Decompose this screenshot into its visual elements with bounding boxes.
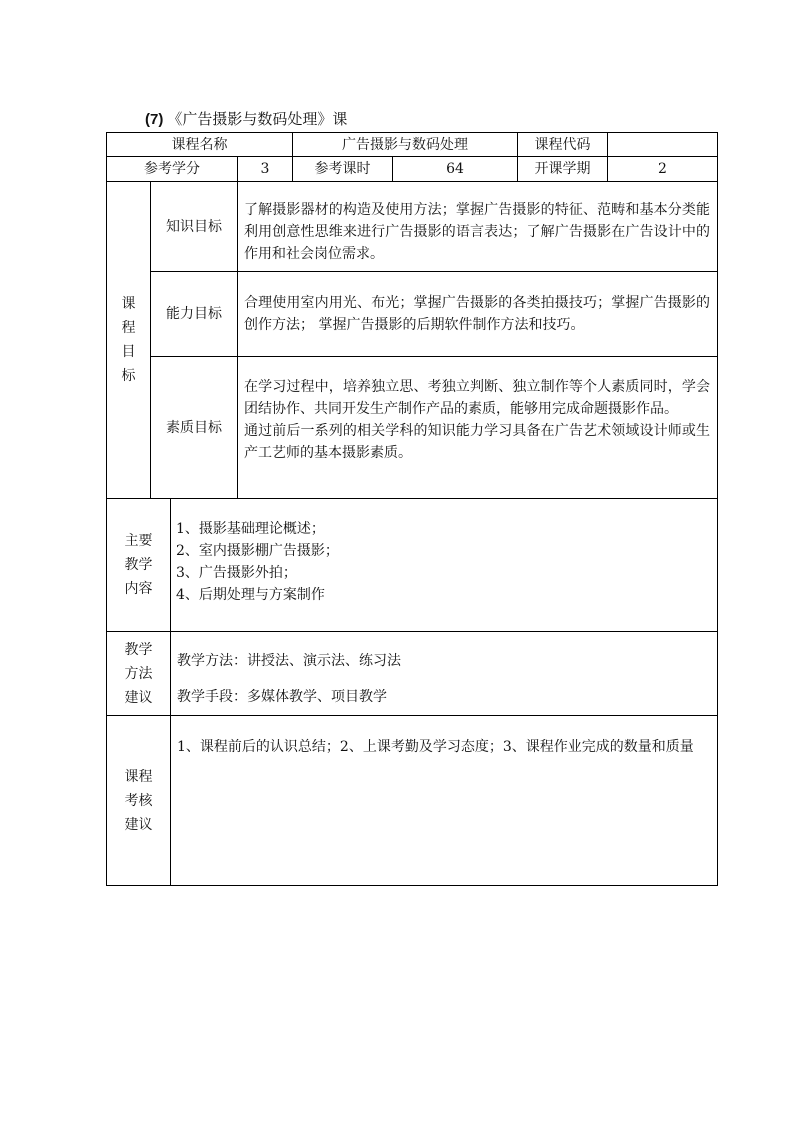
course-objectives-label bbox=[107, 182, 150, 498]
course-name-value: 广告摄影与数码处理 bbox=[342, 136, 468, 153]
teaching-means-text: 教学手段：多媒体教学、项目教学 bbox=[177, 689, 387, 705]
assessment-text: 1、课程前后的认识总结；2、上课考勤及学习态度；3、课程作业完成的数量和质量 bbox=[177, 739, 694, 755]
label-char: 课 bbox=[121, 296, 136, 312]
knowledge-goal-label: 知识目标 bbox=[166, 218, 222, 235]
quality-goal-label: 素质目标 bbox=[166, 419, 222, 436]
hours-label: 参考课时 bbox=[314, 161, 371, 177]
term-label: 开课学期 bbox=[534, 161, 591, 177]
list-item: 2、室内摄影棚广告摄影； bbox=[176, 543, 339, 559]
knowledge-goal-text: 了解摄影器材的构造及使用方法；掌握广告摄影的特征、范畴和基本分类能利用创意性思维来进行广告摄影的语言表达；了解广告摄影在广告设计中的作用和社会岗位需求。 bbox=[244, 202, 710, 262]
quality-goal-paragraph: 在学习过程中，培养独立思、考独立判断、独立制作等个人素质同时，学会团结协作、共同开发生产制作产品的素质，能够用完成命题摄影作品。 bbox=[244, 379, 710, 417]
term-value: 2 bbox=[658, 161, 667, 177]
list-item: 3、广告摄影外拍； bbox=[176, 565, 297, 581]
quality-goal-paragraph: 通过前后一系列的相关学科的知识能力学习具备在广告艺术领域设计师或生产工艺师的基本摄影素质。 bbox=[244, 423, 710, 461]
label-line: 教学 bbox=[124, 557, 153, 573]
hours-value: 64 bbox=[446, 161, 464, 177]
label-line: 内容 bbox=[124, 581, 153, 597]
teaching-methods-label bbox=[107, 632, 170, 715]
section-title: 《广告摄影与数码处理》课 bbox=[167, 110, 348, 128]
label-line: 考核 bbox=[124, 792, 153, 809]
col-divider bbox=[170, 498, 171, 886]
label-line: 教学 bbox=[124, 641, 153, 658]
ability-goal-label: 能力目标 bbox=[166, 306, 222, 322]
main-content-label bbox=[107, 499, 170, 631]
table-border-bottom bbox=[106, 885, 718, 886]
credits-label: 参考学分 bbox=[144, 161, 200, 177]
row-divider bbox=[106, 715, 718, 716]
credits-value: 3 bbox=[260, 161, 270, 177]
course-code-label: 课程代码 bbox=[534, 136, 591, 153]
ability-goal-text: 合理使用室内用光、布光；掌握广告摄影的各类拍摄技巧；掌握广告摄影的创作方法； 掌握广告摄影的后期软件制作方法和技巧。 bbox=[244, 295, 710, 333]
table-border-right bbox=[717, 132, 718, 886]
label-char: 程 bbox=[121, 320, 136, 336]
label-line: 方法 bbox=[124, 665, 153, 682]
section-number: (7) bbox=[145, 111, 164, 128]
label-line: 主要 bbox=[124, 533, 153, 549]
list-item: 1、摄影基础理论概述； bbox=[176, 521, 325, 537]
course-code-value bbox=[608, 133, 717, 156]
row-divider bbox=[106, 631, 718, 632]
course-name-label: 课程名称 bbox=[171, 136, 228, 153]
label-char: 标 bbox=[121, 368, 136, 384]
label-line: 建议 bbox=[124, 816, 153, 833]
col-divider bbox=[237, 181, 238, 499]
row-divider bbox=[106, 498, 718, 499]
label-line: 建议 bbox=[124, 689, 153, 706]
main-content-list bbox=[176, 518, 706, 606]
assessment-label bbox=[107, 716, 170, 885]
quality-goal-text bbox=[244, 376, 710, 464]
list-item: 4、后期处理与方案制作 bbox=[176, 587, 325, 603]
label-line: 课程 bbox=[124, 768, 153, 785]
teaching-methods-text: 教学方法：讲授法、演示法、练习法 bbox=[177, 653, 401, 669]
label-char: 目 bbox=[121, 344, 136, 360]
